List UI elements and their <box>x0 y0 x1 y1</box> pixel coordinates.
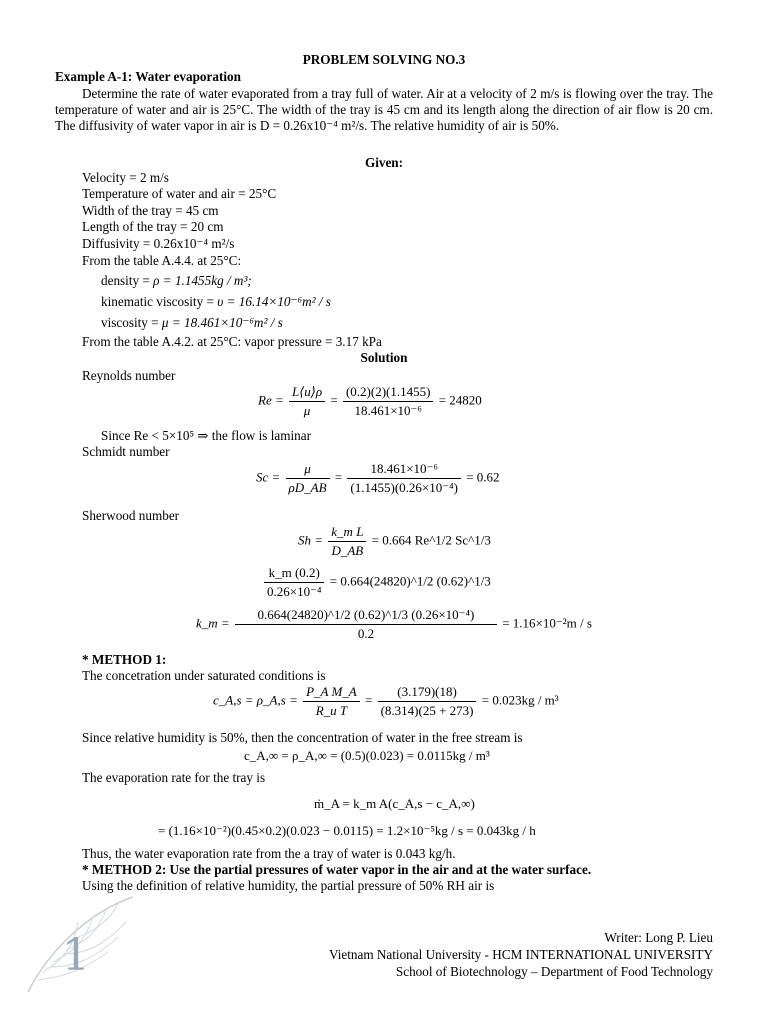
laminar-line: Since Re < 5×10⁵ ⇒ the flow is laminar <box>101 428 311 443</box>
viscosity-line <box>101 315 283 331</box>
evaporation-rate-equation: ṁ_A = k_m A(c_A,s − c_A,∞) <box>314 796 475 811</box>
given-table-ref: From the table A.4.4. at 25°C: <box>82 253 242 268</box>
schmidt-label: Schmidt number <box>82 444 170 459</box>
kinematic-viscosity-line <box>101 294 331 310</box>
density-label: density = <box>101 273 150 288</box>
example-heading: Example A-1: Water evaporation <box>55 69 241 84</box>
method1-result: Thus, the water evaporation rate from the a tray of water is 0.043 kg/h. <box>82 846 456 861</box>
free-stream-concentration-equation: c_A,∞ = ρ_A,∞ = (0.5)(0.023) = 0.0115kg / m³ <box>244 748 490 763</box>
given-temperature: Temperature of water and air = 25°C <box>82 186 277 201</box>
density-line <box>101 273 252 289</box>
solution-heading: Solution <box>360 350 408 365</box>
method1-line2: Since relative humidity is 50%, then the concentration of water in the free stream is <box>82 730 523 745</box>
reynolds-equation: Re = $\frac{L⟨u⟩\rho}{\mu}$ = $\frac{(0.2)(2)(1.1455)}{\text{18.461×10⁻⁶}}$ = 24820 <box>258 384 482 418</box>
density-value: ρ = 1.1455kg / m³; <box>153 273 252 288</box>
footer-university: Vietnam National University - HCM INTERNATIONAL UNIVERSITY <box>328 947 713 962</box>
given-width: Width of the tray = 45 cm <box>82 203 219 218</box>
viscosity-value: μ = 18.461×10⁻⁶m² / s <box>161 315 283 330</box>
method2-heading: * METHOD 2: Use the partial pressures of water vapor in the air and at the water surface. <box>82 862 592 877</box>
km-equation-2: k_m = $\frac{\text{0.664(24820)\textasciicircum{}1/2 (0.62)\textasciicircum{}1/3 (0.26×10⁻⁴)}}{0.2}$ = 1.16×10⁻²m / s <box>196 607 592 641</box>
footer-school: School of Biotechnology – Department of Food Technology <box>395 964 713 979</box>
km-equation-1: $\frac{k\_m (0.2)}{\text{0.26×10⁻⁴}}$ = 0.664(24820)^1/2 (0.62)^1/3 <box>262 565 491 600</box>
footer-writer: Writer: Long P. Lieu <box>604 930 713 945</box>
problem-text: Determine the rate of water evaporated from a tray full of water. Air at a velocity of 2 m/s is flowing over the tray. The temperature of water and air is 25°C. The width of the tray is 45 cm and its length along the direction of air flow is 20 cm. The diffusivity of water vapor in air is D = 0.26x10⁻⁴ m²/s. The relative humidity of air is 50%. <box>55 86 713 133</box>
method1-heading: * METHOD 1: <box>82 652 167 667</box>
method2-line: Using the definition of relative humidity, the partial pressure of 50% RH air is <box>82 878 495 893</box>
method1-line1: The concetration under saturated conditions is <box>82 668 326 683</box>
given-diffusivity: Diffusivity = 0.26x10⁻⁴ m²/s <box>82 236 235 251</box>
page-number: 1 <box>62 930 90 981</box>
method1-line3: The evaporation rate for the tray is <box>82 770 266 785</box>
given-length: Length of the tray = 20 cm <box>82 219 224 234</box>
sherwood-equation: Sh = $\frac{\text{k\_m L}}{D\_AB}$ = 0.664 Re^1/2 Sc^1/3 <box>298 524 491 558</box>
page-title: PROBLEM SOLVING NO.3 <box>302 52 466 67</box>
evaporation-rate-calculation: = (1.16×10⁻²)(0.45×0.2)(0.023 − 0.0115) = 1.2×10⁻⁵kg / s = 0.043kg / h <box>158 823 536 838</box>
kinematic-viscosity-label: kinematic viscosity = <box>101 294 214 309</box>
reynolds-label: Reynolds number <box>82 368 176 383</box>
vapor-pressure-line: From the table A.4.2. at 25°C: vapor pressure = 3.17 kPa <box>82 334 382 349</box>
sherwood-label: Sherwood number <box>82 508 180 523</box>
viscosity-label: viscosity = <box>101 315 159 330</box>
saturated-concentration-equation: c_A,s = ρ_A,s = $\frac{\text{P\_A M\_A}}{\text{R\_u T}}$ = $\frac{(3.179)(18)}{(8.314)(25 + 273)}$ = 0.023kg / m³ <box>213 684 559 718</box>
schmidt-equation: Sc = $\frac{\mu}{\rho D\_AB}$ = $\frac{\text{18.461×10⁻⁶}}{\text{(1.1455)(0.26×10⁻⁴)}}$ = 0.62 <box>256 461 500 495</box>
given-heading: Given: <box>364 155 404 170</box>
kinematic-viscosity-value: υ = 16.14×10⁻⁶m² / s <box>217 294 331 309</box>
given-velocity: Velocity = 2 m/s <box>82 170 169 185</box>
